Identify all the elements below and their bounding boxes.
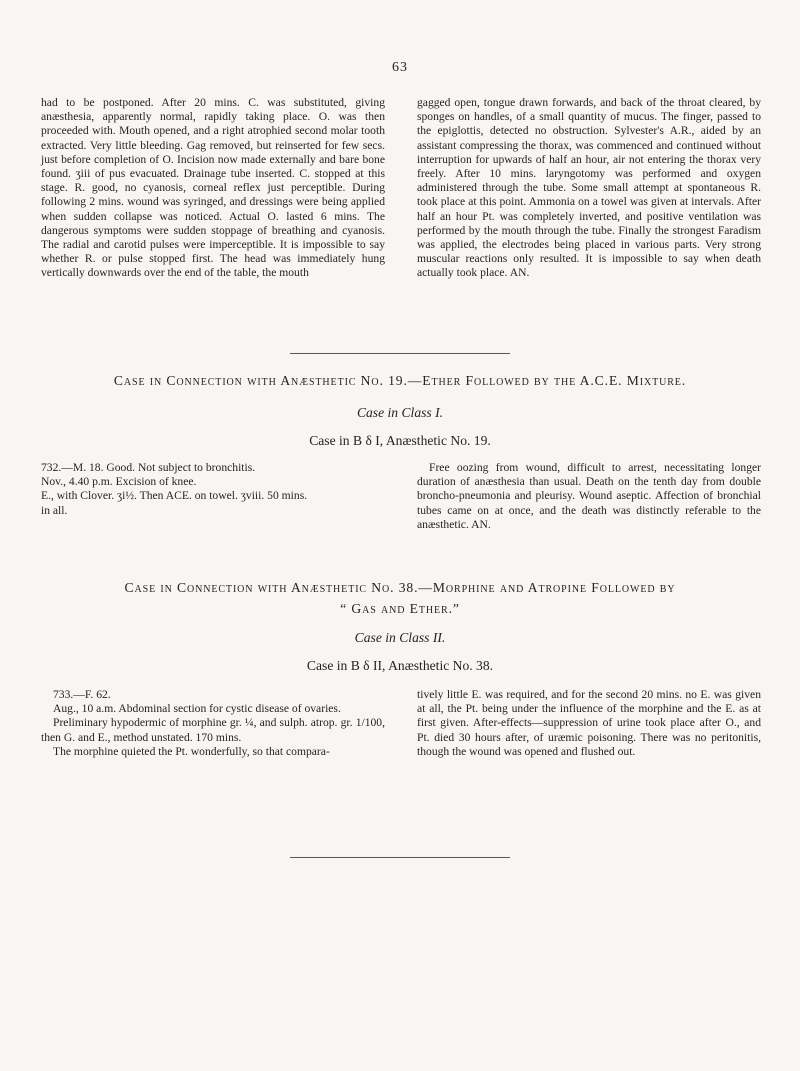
section2-class-label: Case in Class II. [354,630,446,645]
section2-paragraph: The morphine quieted the Pt. wonderfully, so that compara- [53,744,330,758]
section1-line: in all. [41,503,68,517]
section2-heading-line1: Case in Connection with Anæsthetic No. 38.—Morphine and Atropine Followed by [124,580,676,595]
section1-line: E., with Clover. ʒi½. Then ACE. on towel. ʒviii. 50 mins. [41,489,308,503]
section1-class-label: Case in Class I. [356,405,444,420]
section1-body [41,461,761,532]
section2-paragraph: Aug., 10 a.m. Abdominal section for cystic disease of ovaries. [53,702,341,716]
section1-left-column [41,461,385,532]
section2-paragraph: Preliminary hypodermic of morphine gr. ¼, and sulph. atrop. gr. 1/100, then G. and E., method unstated. 170 mins. [41,716,385,744]
top-left-column [41,96,385,281]
top-left-text: had to be postponed. After 20 mins. C. was substituted, giving anæsthesia, apparently normal, rapidly taking place. O. was then proceeded with. Mouth opened, and a right atrophied second molar tooth extracted. Very little bleeding. Gag removed, but reinserted for few secs. just before completion of O. Incision now made externally and bare bone found. ʒiii of pus evacuated. Drainage tube inserted. C. stopped at this stage. R. good, no cyanosis, corneal reflex just perceptible. During following 2 mins. wound was syringed, and dressings were being applied when sudden collapse was noticed. Actual O. lasted 6 mins. The dangerous symptoms were sudden stoppage of breathing and cyanosis. The radial and carotid pulses were imperceptible. It is impossible to say whether R. or pulse stopped first. The head was immediately hung vertically downwards over the end of the table, the mouth [41,96,385,280]
section1-right-text: Free oozing from wound, difficult to arrest, necessitating longer duration of anæsthesia than usual. Death on the tenth day from double broncho-pneumonia and pleurisy. Wound aseptic. Affection of bronchial tubes came on at once, and the death was distinctly referable to the anæsthetic. AN. [417,461,761,531]
section2-left-column [41,688,385,759]
section2-right-text: tively little E. was required, and for the second 20 mins. no E. was given at all, the Pt. being under the influence of the morphine and the E. as at first given. After-effects—suppression of urine took place after O., and Pt. died 30 hours after, of uræmic poisoning. There was no peritonitis, though the wound was opened and flushed out. [417,688,761,758]
section2-paragraph: 733.—F. 62. [53,688,111,701]
section2-body [41,688,761,759]
section1-right-column [417,461,761,532]
section2-right-column [417,688,761,759]
section1-line: 732.—M. 18. Good. Not subject to bronchitis. [41,461,256,474]
end-rule [290,857,510,858]
section2-heading-line2: “ Gas and Ether.” [340,601,460,616]
section1-line: Nov., 4.40 p.m. Excision of knee. [41,475,197,489]
section1-heading: Case in Connection with Anæsthetic No. 19.—Ether Followed by the A.C.E. Mixture. [113,373,687,388]
top-section [41,96,761,281]
section1-case-label: Case in B δ I, Anæsthetic No. 19. [309,433,491,448]
section2-case-label: Case in B δ II, Anæsthetic No. 38. [306,658,494,673]
top-right-column [417,96,761,281]
page-number: 63 [392,60,408,75]
section-divider [290,353,510,354]
top-right-text: gagged open, tongue drawn forwards, and back of the throat cleared, by sponges on handles, of a small quantity of mucus. The finger, passed to the epiglottis, detected no obstruction. Sylvester's A.R., aided by an assistant compressing the thorax, was commenced and continued without interruption for upwards of half an hour, air not entering the thorax very freely. After 10 mins. laryngotomy was performed and oxygen administered through the tube. Some small attempt at spontaneous R. took place at this point. Ammonia on a towel was given at intervals. After half an hour Pt. was completely inverted, and positive ventilation was performed by the mouth through the tube. Finally the strongest Faradism was applied, the electrodes being placed in various parts. Very strong muscular reactions only resulted. It is impossible to say when death actually took place. AN. [417,96,761,280]
